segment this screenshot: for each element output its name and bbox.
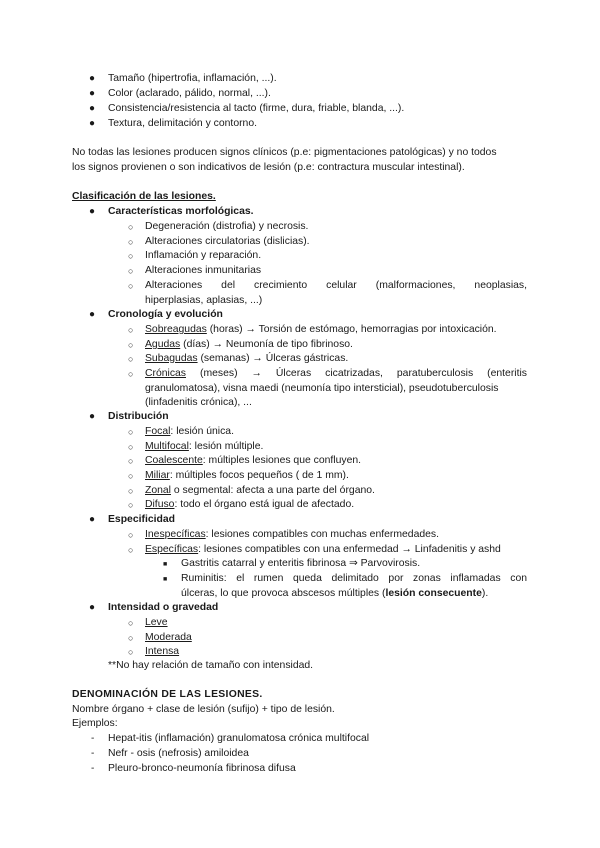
bullet-marker: ● [89, 514, 96, 525]
circle-marker: ○ [128, 486, 134, 496]
circle-marker: ○ [128, 266, 134, 276]
sub-list-item: Gastritis catarral y enteritis fibrinosa ⇒ Parvovirosis. [181, 558, 421, 569]
example-item: Hepat-itis (inflamación) granulomatosa crónica multifocal [108, 733, 370, 744]
list-item: Focal: lesión única. [145, 426, 234, 437]
list-item: Miliar: múltiples focos pequeños ( de 1 mm). [145, 470, 349, 481]
circle-marker: ○ [128, 325, 134, 335]
circle-marker: ○ [128, 354, 134, 364]
list-item-continuation: (linfadenitis crónica), ... [145, 397, 252, 408]
bullet-text: Textura, delimitación y contorno. [108, 118, 258, 129]
list-item: Agudas (días) → Neumonía de tipo fibrinoso. [145, 339, 353, 350]
bullet-marker: ● [89, 88, 96, 99]
list-item: Subagudas (semanas) → Úlceras gástricas. [145, 353, 349, 364]
list-item: Moderada [145, 632, 192, 643]
category-title: Especificidad [108, 514, 175, 525]
circle-marker: ○ [128, 618, 134, 628]
list-item: Intensa [145, 646, 180, 657]
circle-marker: ○ [128, 222, 134, 232]
section-heading: DENOMINACIÓN DE LAS LESIONES. [72, 689, 263, 700]
list-item: Zonal o segmental: afecta a una parte del órgano. [145, 485, 375, 496]
list-item: Crónicas (meses) → Úlceras cicatrizadas, paratuberculosis (enteritis [145, 368, 527, 379]
circle-marker: ○ [128, 633, 134, 643]
sub-list-item-continuation: úlceras, lo que provoca abscesos múltiples (lesión consecuente). [181, 588, 489, 599]
category-title: Características morfológicas. [108, 206, 254, 217]
dash-marker: - [91, 763, 95, 774]
dash-marker: - [91, 733, 95, 744]
bullet-marker: ● [89, 73, 96, 84]
list-item: Específicas: lesiones compatibles con una enfermedad → Linfadenitis y ashd [145, 544, 501, 555]
list-item: Alteraciones circulatorias (dislicias). [145, 236, 310, 247]
square-marker: ■ [163, 576, 168, 583]
example-item: Nefr - osis (nefrosis) amiloidea [108, 748, 249, 759]
category-title: Cronología y evolución [108, 309, 223, 320]
dash-marker: - [91, 748, 95, 759]
circle-marker: ○ [128, 281, 134, 291]
list-item: Inflamación y reparación. [145, 250, 262, 261]
circle-marker: ○ [128, 369, 134, 379]
list-item-continuation: granulomatosa), visna maedi (neumonía tipo intersticial), pseudotuberculosis [145, 383, 499, 394]
list-item: Alteraciones del crecimiento celular (malformaciones, neoplasias, [145, 280, 527, 291]
example-item: Pleuro-bronco-neumonía fibrinosa difusa [108, 763, 296, 774]
sub-list-item: Ruminitis: el rumen queda delimitado por zonas inflamadas con [181, 573, 527, 584]
circle-marker: ○ [128, 647, 134, 657]
bullet-text: Tamaño (hipertrofia, inflamación, ...). [108, 73, 277, 84]
note: **No hay relación de tamaño con intensidad. [108, 660, 314, 671]
list-item: Multifocal: lesión múltiple. [145, 441, 264, 452]
list-item: Degeneración (distrofia) y necrosis. [145, 221, 309, 232]
circle-marker: ○ [128, 251, 134, 261]
section-heading: Clasificación de las lesiones. [72, 191, 216, 202]
bullet-marker: ● [89, 411, 96, 422]
list-item: Sobreagudas (horas) → Torsión de estómago, hemorragias por intoxicación. [145, 324, 497, 335]
category-title: Distribución [108, 411, 169, 422]
bullet-marker: ● [89, 118, 96, 129]
square-marker: ■ [163, 561, 168, 568]
circle-marker: ○ [128, 427, 134, 437]
circle-marker: ○ [128, 237, 134, 247]
list-item: Leve [145, 617, 168, 628]
circle-marker: ○ [128, 340, 134, 350]
bullet-marker: ● [89, 103, 96, 114]
bullet-marker: ● [89, 309, 96, 320]
circle-marker: ○ [128, 545, 134, 555]
bullet-marker: ● [89, 602, 96, 613]
category-title: Intensidad o gravedad [108, 602, 219, 613]
circle-marker: ○ [128, 442, 134, 452]
circle-marker: ○ [128, 456, 134, 466]
bullet-marker: ● [89, 206, 96, 217]
circle-marker: ○ [128, 530, 134, 540]
list-item-continuation: hiperplasias, aplasias, ...) [145, 295, 263, 306]
intro-line: los signos provienen o son indicativos de lesión (p.e: contractura muscular intestinal). [72, 162, 465, 173]
paragraph-line: Nombre órgano + clase de lesión (sufijo) + tipo de lesión. [72, 704, 335, 715]
list-item: Inespecíficas: lesiones compatibles con muchas enfermedades. [145, 529, 439, 540]
intro-line: No todas las lesiones producen signos clínicos (p.e: pigmentaciones patológicas) y no todos [72, 147, 497, 158]
paragraph-line: Ejemplos: [72, 718, 118, 729]
circle-marker: ○ [128, 471, 134, 481]
bullet-text: Consistencia/resistencia al tacto (firme, dura, friable, blanda, ...). [108, 103, 405, 114]
circle-marker: ○ [128, 500, 134, 510]
list-item: Coalescente: múltiples lesiones que confluyen. [145, 455, 362, 466]
list-item: Alteraciones inmunitarias [145, 265, 262, 276]
bullet-text: Color (aclarado, pálido, normal, ...). [108, 88, 271, 99]
list-item: Difuso: todo el órgano está igual de afectado. [145, 499, 355, 510]
